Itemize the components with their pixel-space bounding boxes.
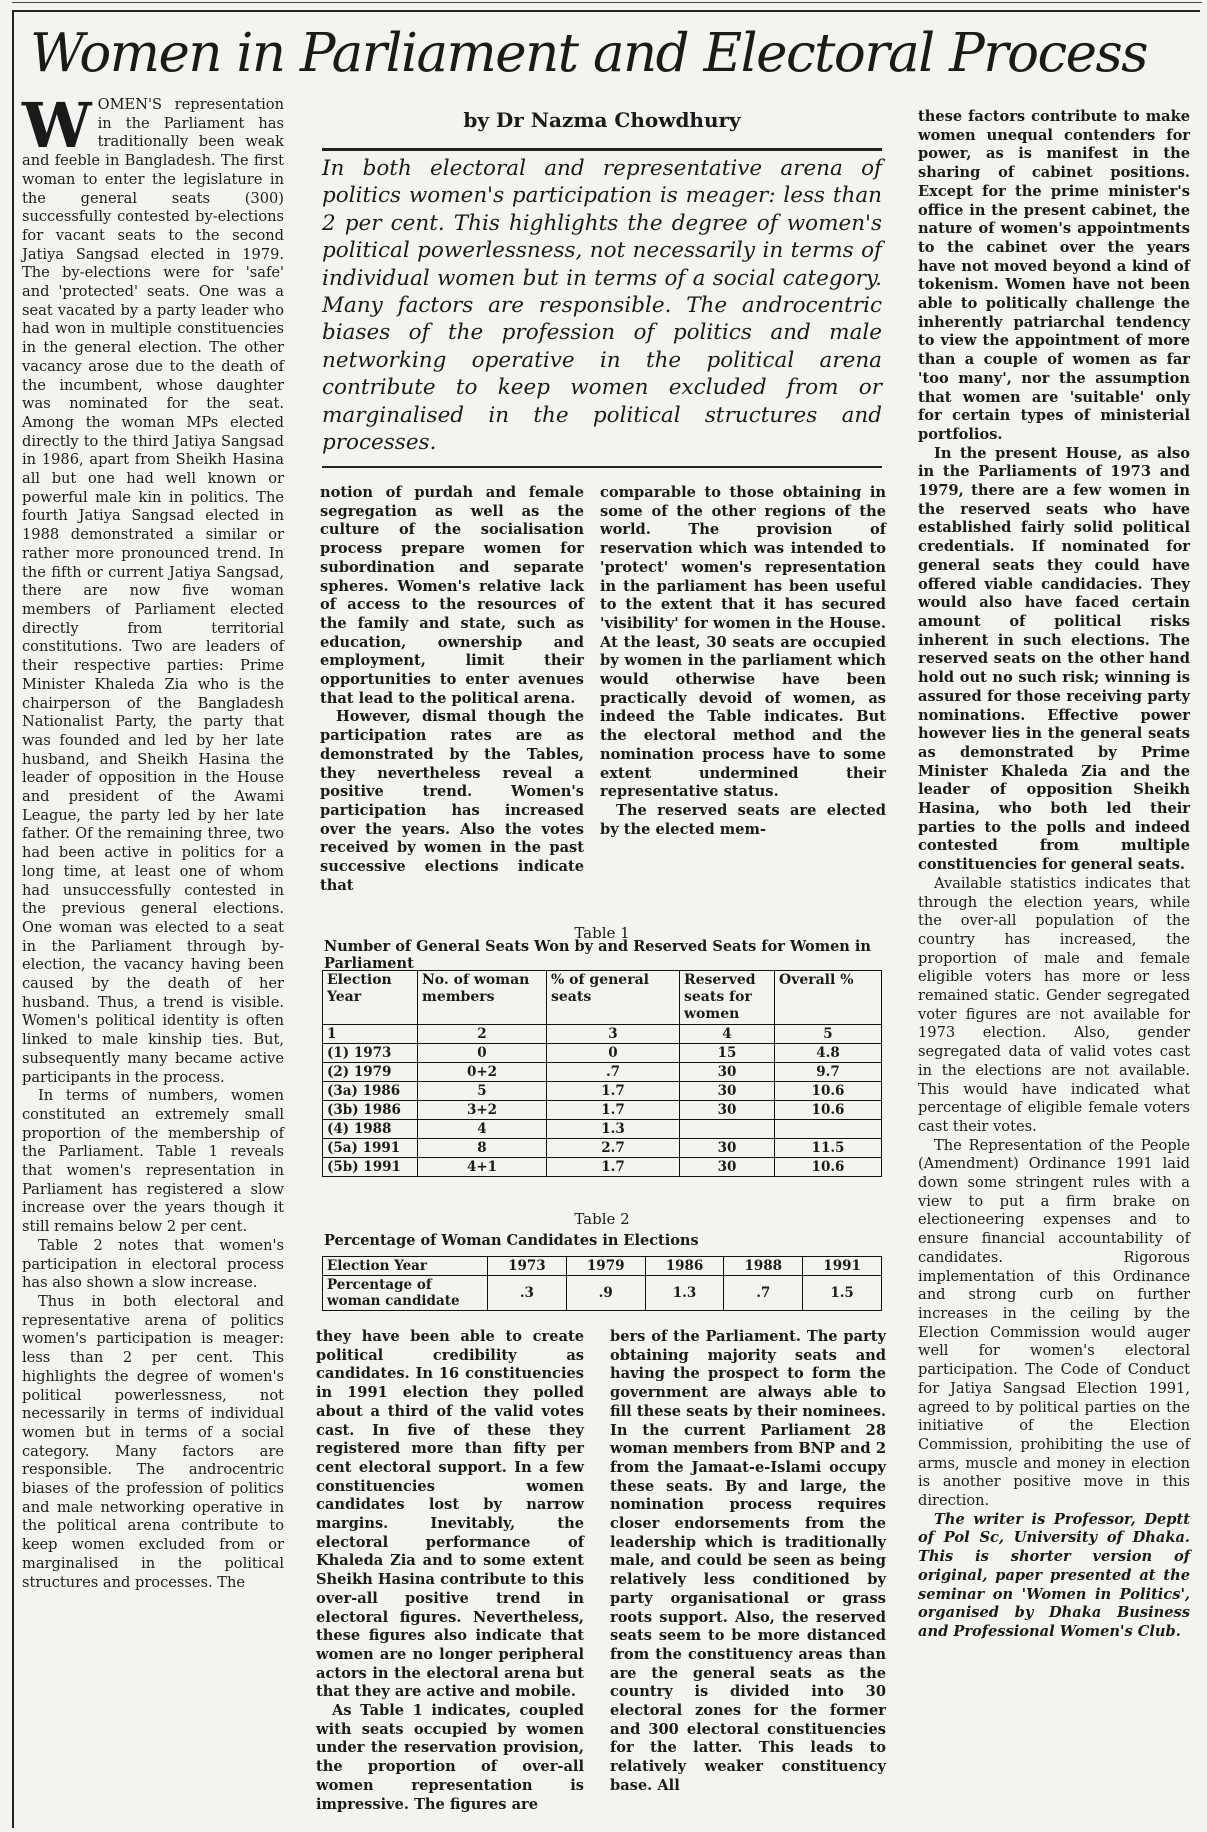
table1-header: No. of woman members xyxy=(418,971,547,1025)
col1-paragraph: In terms of numbers, women constituted an extremely small proportion of the membership of the Parliament. Table 1 reveals that women's representation in Parliament has registered a slow increase over the years though it still remains below 2 per cent. xyxy=(22,1087,284,1236)
col1-paragraph: Thus in both electoral and representative arena of politics women's participation is meager: less than 2 per cent. This highlights the degree of women's political powerlessness, not necessarily in terms of individual women but in terms of a social category. Many factors are responsible. The androcentric biases of the profession of politics and male networking operative in the political arena contribute to keep women excluded from or marginalised in the political structures and processes. The xyxy=(22,1293,284,1591)
table-cell: 3 xyxy=(547,1025,680,1044)
table-cell: (5b) 1991 xyxy=(323,1158,418,1177)
table-cell: 4+1 xyxy=(418,1158,547,1177)
table-cell: 2.7 xyxy=(547,1139,680,1158)
table-cell: 8 xyxy=(418,1139,547,1158)
table2-header: 1979 xyxy=(566,1257,645,1276)
table-cell: (3a) 1986 xyxy=(323,1082,418,1101)
table-cell: .3 xyxy=(488,1276,567,1311)
table-cell: 0+2 xyxy=(418,1063,547,1082)
table-cell: (3b) 1986 xyxy=(323,1101,418,1120)
table-cell: 4.8 xyxy=(775,1044,882,1063)
table1 xyxy=(322,970,882,1177)
col1-paragraph xyxy=(22,89,284,1087)
col2b-paragraph: they have been able to create political credibility as candidates. In 16 constituencies in 1991 election they polled about a third of the valid votes cast. In five of these they registered more than fifty per cent electoral support. In a few constituencies women candidates lost by narrow margins. Inevitably, the electoral performance of Khaleda Zia and to some extent Sheikh Hasina contribute to this over-all positive trend in electoral figures. Nevertheless, these figures also indicate that women are no longer peripheral actors in the electoral arena but that they are active and mobile. xyxy=(316,1328,584,1701)
col4-paragraph: bers of the Parliament. The party obtaining majority seats and having the prospect to form the government are always able to fill these seats by their nominees. In the current Parliament 28 woman members from BNP and 2 from the Jamaat-e-Islami occupy these seats. By and large, the nomination process requires closer endorsements from the leadership which is traditionally male, and could be seen as being relatively less conditioned by party organisational or grass roots support. Also, the reserved seats seem to be more distanced from the constituency areas than are the general seats as the country is divided into 30 electoral zones for the former and 300 electoral constituencies for the latter. This leads to relatively weaker constituency base. All xyxy=(610,1328,886,1794)
table-row xyxy=(323,1158,882,1177)
table-cell: (2) 1979 xyxy=(323,1063,418,1082)
table-cell: 3+2 xyxy=(418,1101,547,1120)
table-cell: 30 xyxy=(680,1101,775,1120)
column-2-lower xyxy=(316,1328,584,1814)
table-cell: 1.7 xyxy=(547,1158,680,1177)
table-cell: .7 xyxy=(724,1276,803,1311)
top-rule xyxy=(12,2,1202,3)
table1-header: % of general seats xyxy=(547,971,680,1025)
table1-header-row xyxy=(323,971,882,1025)
table-cell: 1.3 xyxy=(645,1276,724,1311)
table1-header: Election Year xyxy=(323,971,418,1025)
col3-paragraph: The reserved seats are elected by the elected mem- xyxy=(600,801,886,838)
pull-quote-rule xyxy=(322,466,882,468)
table-cell: (5a) 1991 xyxy=(323,1139,418,1158)
table-cell: 1.5 xyxy=(803,1276,882,1311)
table2-header: 1986 xyxy=(645,1257,724,1276)
table-cell: 4 xyxy=(680,1025,775,1044)
author-note: The writer is Professor, Deptt of Pol Sc, University of Dhaka. This is shorter version of original, paper presented at the seminar on 'Women in Politics', organised by Dhaka Business and Professional Women's Club. xyxy=(918,1510,1190,1640)
col5-paragraph: these factors contribute to make women unequal contenders for power, as is manifest in the sharing of cabinet positions. Except for the prime minister's office in the present cabinet, the nature of women's appointments to the cabinet over the years have not moved beyond a kind of tokenism. Women have not been able to politically challenge the inherently patriarchal tendency to view the appointment of more than a couple of women as far 'too many', nor the assumption that women are 'suitable' only for certain types of ministerial portfolios. xyxy=(918,108,1190,443)
table-cell: 9.7 xyxy=(775,1063,882,1082)
table-cell: 1.7 xyxy=(547,1101,680,1120)
table2-row-label: Percentage of woman candidate xyxy=(323,1276,488,1311)
table-row xyxy=(323,1082,882,1101)
column-4 xyxy=(610,1328,886,1796)
table-cell: 30 xyxy=(680,1158,775,1177)
table-cell: 30 xyxy=(680,1063,775,1082)
table-cell: 10.6 xyxy=(775,1082,882,1101)
pull-quote: In both electoral and representative arena of politics women's participation is meager: less than 2 per cent. This highlights the degree of women's political powerlessness, not necessarily in terms of individual women but in terms of a social category. Many factors are responsible. The androcentric biases of the profession of politics and male networking operative in the political arena contribute to keep women excluded from or marginalised in the political structures and processes. xyxy=(322,148,882,456)
table-row xyxy=(323,1044,882,1063)
col5-paragraph: Available statistics indicates that through the election years, while the over-all population of the country has increased, the proportion of male and female eligible voters has more or less remained static. Gender segregated voter figures are not available for 1973 election. Also, gender segregated data of valid votes cast in the elections are not available. This would have indicated what percentage of eligible female voters cast their votes. xyxy=(918,874,1190,1135)
byline: by Dr Nazma Chowdhury xyxy=(463,108,741,132)
table-cell: (4) 1988 xyxy=(323,1120,418,1139)
table-row xyxy=(323,1276,882,1311)
table-row xyxy=(323,1101,882,1120)
table-row xyxy=(323,1025,882,1044)
table2 xyxy=(322,1256,882,1311)
table1-header: Overall % xyxy=(775,971,882,1025)
table1-caption: Table 1 xyxy=(574,924,630,942)
column-5 xyxy=(918,108,1190,1828)
table-cell: 1 xyxy=(323,1025,418,1044)
table-row xyxy=(323,1139,882,1158)
column-2-upper xyxy=(320,484,584,895)
table2-header-row xyxy=(323,1257,882,1276)
table1-title: Number of General Seats Won by and Reserved Seats for Women in Parliament xyxy=(324,938,871,972)
table2-caption: Table 2 xyxy=(574,1210,630,1228)
col5-paragraph: The Representation of the People (Amendment) Ordinance 1991 laid down some stringent rules with a view to put a firm brake on electioneering expenses and to ensure financial accountability of candidates. Rigorous implementation of this Ordinance and strong curb on further increases in the ceiling by the Election Commission would auger well for women's electoral participation. The Code of Conduct for Jatiya Sangsad Election 1991, agreed to by political parties on the initiative of the Election Commission, prohibiting the use of arms, muscle and money in election is another positive move in this direction. xyxy=(918,1136,1190,1510)
col1-p1-text: OMEN'S representation in the Parliament has traditionally been weak and feeble in Bangladesh. The first woman to enter the legislature in the general seats (300) successfully contested by-elections for vacant seats to the second Jatiya Sangsad elected in 1979. The by-elections were for 'safe' and 'protected' seats. One was a seat vacated by a party leader who had won in multiple constituencies in the general election. The other vacancy arose due to the death of the incumbent, whose daughter was nominated for the seat. Among the woman MPs elected directly to the third Jatiya Sangsad in 1986, apart from Sheikh Hasina all but one had well known or powerful male kin in politics. The fourth Jatiya Sangsad elected in 1988 demonstrated a similar or rather more pronounced trend. In the fifth or current Jatiya Sangsad, there are now five woman members of Parliament elected directly from territorial constitutions. Two are leaders of their respective parties: Prime Minister Khaleda Zia who is the chairperson of the Bangladesh Nationalist Party, the party that was founded and led by her late husband, and Sheikh Hasina the leader of opposition in the House and president of the Awami League, the party led by her late father. Of the remaining three, two had been active in politics for a long time, at least one of whom had unsuccessfully contested in the previous general elections. One woman was elected to a seat in the Parliament through by-election, the vacancy having been caused by the death of her husband. Thus, a trend is visible. Women's political identity is often linked to male kinship ties. But, subsequently many became active participants in the process. xyxy=(22,96,284,1086)
table2-header: Election Year xyxy=(323,1257,488,1276)
table-cell: 2 xyxy=(418,1025,547,1044)
table-cell: 4 xyxy=(418,1120,547,1139)
table-cell xyxy=(680,1120,775,1139)
table-row xyxy=(323,1120,882,1139)
table-cell: (1) 1973 xyxy=(323,1044,418,1063)
table-cell: 10.6 xyxy=(775,1158,882,1177)
table-cell: 15 xyxy=(680,1044,775,1063)
table2-header: 1988 xyxy=(724,1257,803,1276)
column-3-upper xyxy=(600,484,886,839)
col2-paragraph: However, dismal though the participation rates are as demonstrated by the Tables, they nevertheless reveal a positive trend. Women's participation has increased over the years. Also the votes received by women in the past successive elections indicate that xyxy=(320,708,584,894)
table-cell: 0 xyxy=(547,1044,680,1063)
table-cell xyxy=(775,1120,882,1139)
table-cell: 1.3 xyxy=(547,1120,680,1139)
table-cell: .7 xyxy=(547,1063,680,1082)
table-cell: 5 xyxy=(775,1025,882,1044)
headline: Women in Parliament and Electoral Process xyxy=(30,23,1147,84)
col1-paragraph: Table 2 notes that women's participation in electoral process has also shown a slow increase. xyxy=(22,1236,284,1292)
table-cell: 30 xyxy=(680,1082,775,1101)
column-1 xyxy=(22,89,284,1826)
table-cell: .9 xyxy=(566,1276,645,1311)
col5-paragraph: In the present House, as also in the Parliaments of 1973 and 1979, there are a few women in the reserved seats who have established fairly solid political credentials. If nominated for general seats they could have offered viable candidacies. They would also have faced certain amount of political risks inherent in such elections. The reserved seats on the other hand hold out no such risk; winning is assured for those receiving party nominations. Effective power however lies in the general seats as demonstrated by Prime Minister Khaleda Zia and the leader of opposition Sheikh Hasina, who both led their parties to the polls and indeed contested from multiple constituencies for general seats. xyxy=(918,444,1190,874)
table1-header: Reserved seats for women xyxy=(680,971,775,1025)
col2b-paragraph: As Table 1 indicates, coupled with seats occupied by women under the reservation provision, the proportion of over-all women representation is impressive. The figures are xyxy=(316,1702,584,1813)
col3-paragraph: comparable to those obtaining in some of the other regions of the world. The provision of reservation which was intended to 'protect' women's representation in the parliament has been useful to the extent that it has secured 'visibility' for women in the House. At the least, 30 seats are occupied by women in the parliament which would otherwise have been practically devoid of women, as indeed the Table indicates. But the electoral method and the nomination process have to some extent undermined their representative status. xyxy=(600,484,886,801)
table2-title: Percentage of Woman Candidates in Elections xyxy=(324,1232,699,1249)
table2-header: 1973 xyxy=(488,1257,567,1276)
col2-paragraph: notion of purdah and female segregation as well as the culture of the socialisation process prepare women for subordination and separate spheres. Women's relative lack of access to the resources of the family and state, such as education, ownership and employment, limit their opportunities to enter avenues that lead to the political arena. xyxy=(320,484,584,707)
table-row xyxy=(323,1063,882,1082)
table2-header: 1991 xyxy=(803,1257,882,1276)
table-cell: 5 xyxy=(418,1082,547,1101)
table-cell: 0 xyxy=(418,1044,547,1063)
drop-cap: W xyxy=(22,89,92,162)
table-cell: 30 xyxy=(680,1139,775,1158)
table-cell: 10.6 xyxy=(775,1101,882,1120)
table-cell: 1.7 xyxy=(547,1082,680,1101)
table-cell: 11.5 xyxy=(775,1139,882,1158)
